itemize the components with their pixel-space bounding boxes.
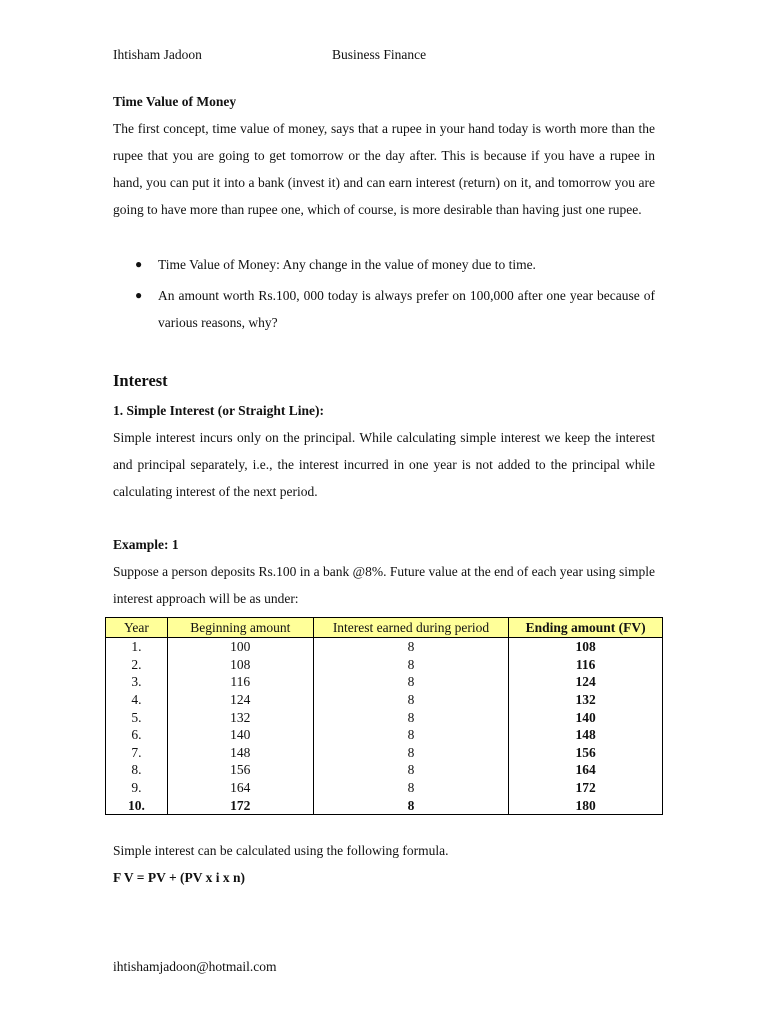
cell-year: 4.	[106, 691, 168, 709]
cell-ending-amount: 124	[509, 673, 663, 691]
cell-beginning-amount: 108	[167, 656, 313, 674]
table-row	[106, 638, 663, 656]
cell-interest: 8	[313, 761, 509, 779]
simple-interest-paragraph: Simple interest incurs only on the principal. While calculating simple interest we keep the interest and principal separately, i.e., the interest incurred in one year is not added to the principal while calculating interest of the next period.	[113, 430, 655, 499]
cell-year: 6.	[106, 726, 168, 744]
header-subject: Business Finance	[332, 47, 427, 62]
cell-interest: 8	[313, 744, 509, 762]
section-title-interest: Interest	[113, 371, 168, 390]
table-row	[106, 744, 663, 762]
simple-interest-formula: F V = PV + (PV x i x n)	[113, 870, 246, 885]
time-value-bullet-list	[113, 251, 655, 336]
example-paragraph: Suppose a person deposits Rs.100 in a bank @8%. Future value at the end of each year using simple interest approach will be as under:	[113, 564, 655, 606]
list-item	[113, 282, 655, 336]
cell-interest: 8	[313, 656, 509, 674]
cell-ending-amount: 140	[509, 708, 663, 726]
table-row	[106, 691, 663, 709]
simple-interest-table	[105, 617, 663, 815]
table-row	[106, 726, 663, 744]
cell-ending-amount: 148	[509, 726, 663, 744]
cell-interest: 8	[313, 673, 509, 691]
header-author: Ihtisham Jadoon	[113, 47, 202, 62]
subsection-title-simple-interest: 1. Simple Interest (or Straight Line):	[113, 403, 324, 418]
bullet-text: Time Value of Money: Any change in the value of money due to time.	[158, 257, 536, 272]
table-header-row	[106, 618, 663, 638]
cell-ending-amount: 180	[509, 796, 663, 814]
cell-beginning-amount: 100	[167, 638, 313, 656]
cell-ending-amount: 108	[509, 638, 663, 656]
cell-year: 3.	[106, 673, 168, 691]
cell-interest: 8	[313, 638, 509, 656]
table-row	[106, 779, 663, 797]
cell-beginning-amount: 148	[167, 744, 313, 762]
column-header-beginning-amount: Beginning amount	[167, 618, 313, 638]
cell-beginning-amount: 156	[167, 761, 313, 779]
cell-ending-amount: 164	[509, 761, 663, 779]
table-row	[106, 708, 663, 726]
cell-year: 1.	[106, 638, 168, 656]
section-title-time-value: Time Value of Money	[113, 94, 237, 109]
cell-beginning-amount: 124	[167, 691, 313, 709]
cell-interest: 8	[313, 691, 509, 709]
bullet-text: An amount worth Rs.100, 000 today is always prefer on 100,000 after one year because of various reasons, why?	[158, 288, 655, 330]
cell-ending-amount: 172	[509, 779, 663, 797]
time-value-paragraph: The first concept, time value of money, says that a rupee in your hand today is worth more than the rupee that you are going to get tomorrow or the day after. This is because if you have a rupee in hand, you can put it into a bank (invest it) and can earn interest (return) on it, and tomorrow you are going to have more than rupee one, which of course, is more desirable than having just one rupee.	[113, 121, 655, 217]
footer-email: ihtishamjadoon@hotmail.com	[113, 959, 277, 974]
column-header-interest-earned: Interest earned during period	[313, 618, 509, 638]
bullet-icon: ●	[135, 257, 143, 271]
cell-interest: 8	[313, 726, 509, 744]
bullet-icon: ●	[135, 288, 143, 302]
list-item	[113, 251, 655, 278]
page-header	[113, 47, 658, 65]
cell-ending-amount: 156	[509, 744, 663, 762]
table-row	[106, 796, 663, 814]
example-title: Example: 1	[113, 537, 179, 552]
cell-year: 8.	[106, 761, 168, 779]
cell-ending-amount: 132	[509, 691, 663, 709]
cell-beginning-amount: 116	[167, 673, 313, 691]
cell-beginning-amount: 172	[167, 796, 313, 814]
cell-interest: 8	[313, 708, 509, 726]
table-row	[106, 673, 663, 691]
cell-beginning-amount: 164	[167, 779, 313, 797]
cell-year: 9.	[106, 779, 168, 797]
cell-interest: 8	[313, 796, 509, 814]
cell-year: 5.	[106, 708, 168, 726]
table-row	[106, 656, 663, 674]
cell-year: 10.	[106, 796, 168, 814]
column-header-ending-amount: Ending amount (FV)	[509, 618, 663, 638]
cell-beginning-amount: 132	[167, 708, 313, 726]
cell-year: 7.	[106, 744, 168, 762]
formula-intro-text: Simple interest can be calculated using the following formula.	[113, 843, 449, 858]
table-row	[106, 761, 663, 779]
cell-interest: 8	[313, 779, 509, 797]
column-header-year: Year	[106, 618, 168, 638]
cell-ending-amount: 116	[509, 656, 663, 674]
cell-beginning-amount: 140	[167, 726, 313, 744]
cell-year: 2.	[106, 656, 168, 674]
